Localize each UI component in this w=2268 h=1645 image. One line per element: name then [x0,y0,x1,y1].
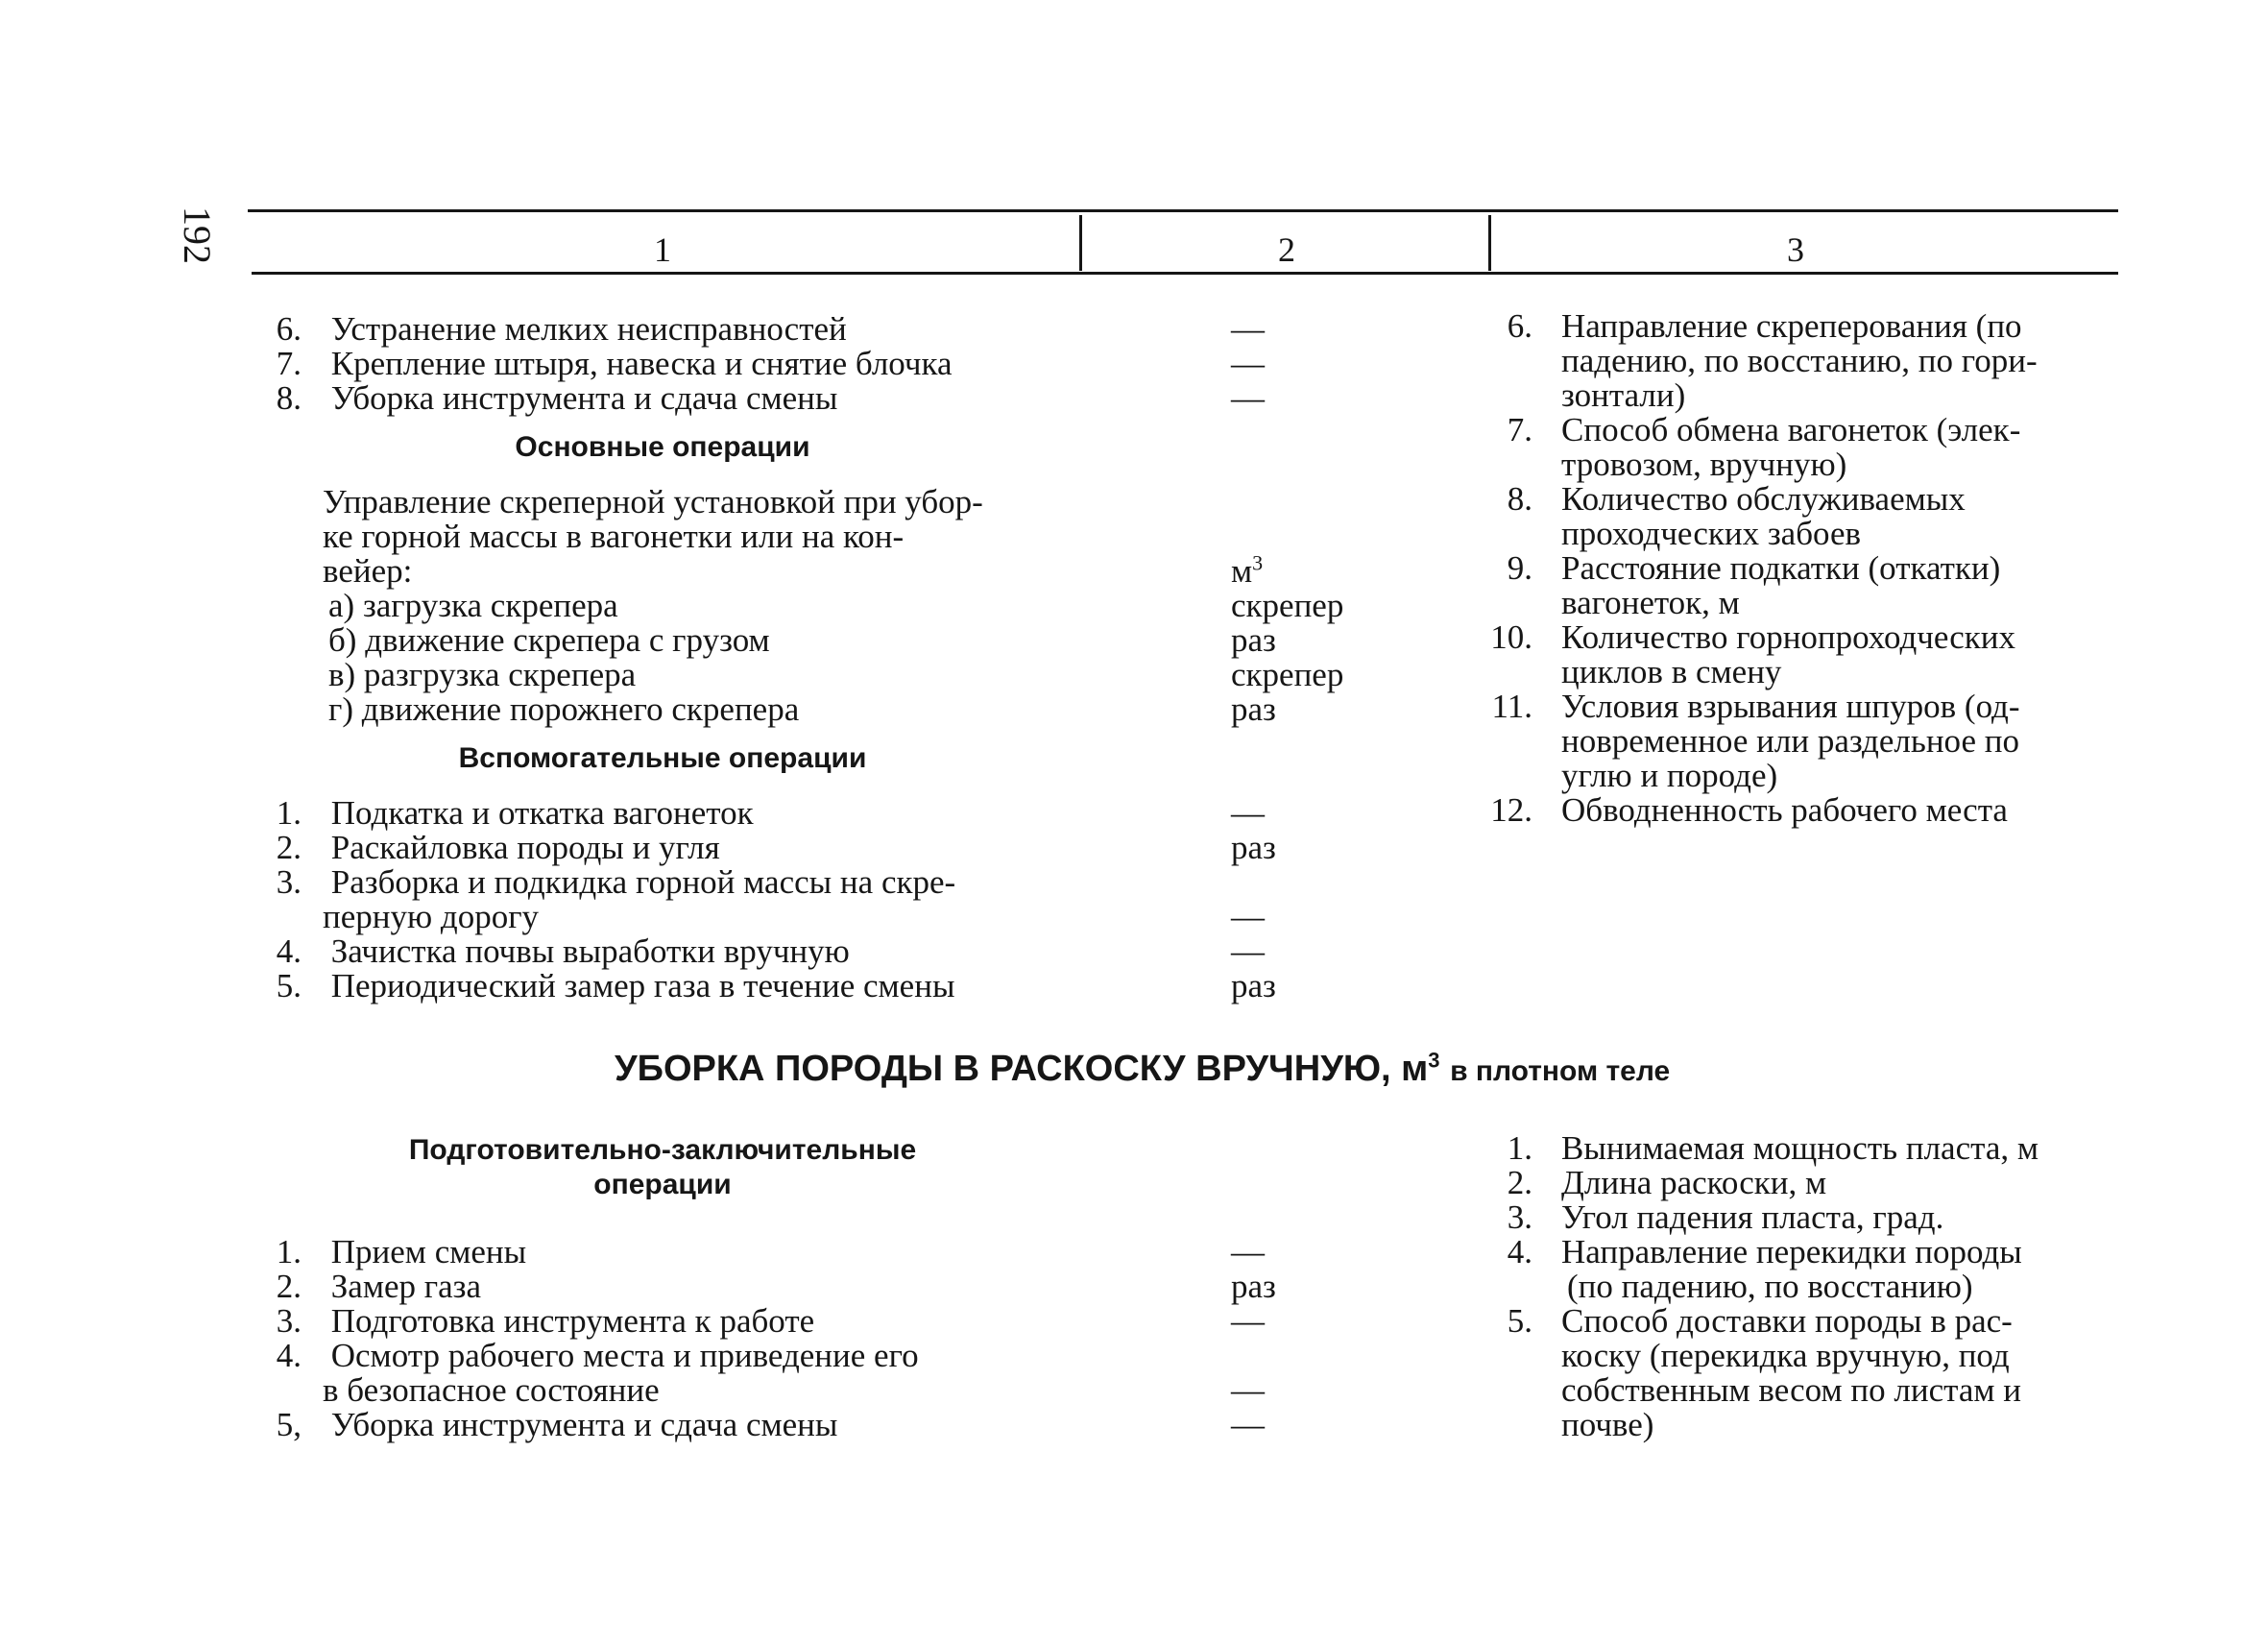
unit-cell: раз [1231,621,1276,659]
factor-number: 5. [1507,1302,1532,1340]
unit-cell: — [1231,310,1265,348]
unit-cell: — [1231,1406,1265,1443]
list-item: 5, Уборка инструмента и сдача смены [276,1406,838,1443]
factor-number: 6. [1507,307,1532,345]
factor-line: Направление скреперования (по [1561,307,2022,345]
main-operations-heading: Основные операции [515,431,810,463]
factor-number: 11. [1491,688,1532,725]
unit-cell: — [1231,898,1265,935]
section2-prep-heading-line1: Подготовительно-заключительные [408,1134,917,1166]
factor-line: Вынимаемая мощность пласта, м [1561,1129,2039,1167]
main-item: б) движение скрепера с грузом [328,621,770,659]
factor-line: Длина раскоски, м [1561,1164,1827,1201]
unit-cell-cubic-meter: $м^3$ [1231,550,1264,590]
factor-number: 12. [1490,791,1532,829]
list-item: 5. Периодический замер газа в течение смены [276,967,955,1004]
list-item: 4. Зачистка почвы выработки вручную [276,932,850,970]
header-divider-2 [1488,215,1491,271]
factor-line: коску (перекидка вручную, под [1561,1337,2010,1374]
factor-line: почве) [1561,1406,1654,1443]
factor-line: Угол падения пласта, град. [1561,1198,1944,1236]
list-item: 6. Устранение мелких неисправностей [276,310,847,348]
unit-cell: — [1231,1233,1265,1270]
factor-number: 7. [1507,411,1532,448]
factor-line: новременное или раздельное по [1561,722,2019,760]
unit-cell: — [1231,379,1265,417]
column-header-3: 3 [1787,230,1804,269]
list-item: 3. Разборка и подкидка горной массы на скре- [276,863,956,901]
factor-line: Способ обмена вагонеток (элек- [1561,411,2021,448]
list-item: 4. Осмотр рабочего места и приведение его [276,1337,919,1374]
factor-number: 10. [1490,618,1532,656]
factor-number: 2. [1507,1164,1532,1201]
section2-title: УБОРКА ПОРОДЫ В РАСКОСКУ ВРУЧНУЮ, $м^3$ в плотном теле [615,1048,1671,1089]
unit-cell: раз [1231,967,1276,1004]
factor-line: вагонеток, м [1561,584,1740,621]
factor-line: Направление перекидки породы [1561,1233,2022,1270]
factor-number: 1. [1507,1129,1532,1167]
factor-line: Обводненность рабочего места [1561,791,2008,829]
unit-cell: раз [1231,829,1276,866]
header-bottom-rule [252,272,2118,275]
main-item: а) загрузка скрепера [328,587,618,624]
factor-line: (по падению, по восстанию) [1567,1268,1973,1305]
header-divider-1 [1079,215,1082,271]
unit-cell: скрепер [1231,656,1344,693]
main-item: г) движение порожнего скрепера [328,690,800,728]
factor-number: 9. [1507,549,1532,587]
factor-line: Условия взрывания шпуров (од- [1561,688,2020,725]
factor-line: падению, по восстанию, по гори- [1561,342,2038,379]
unit-cell: раз [1231,690,1276,728]
list-item-continuation: в безопасное состояние [323,1371,660,1409]
main-intro-line: ке горной массы в вагонетки или на кон- [323,518,905,555]
list-item-continuation: перную дорогу [323,898,540,935]
unit-cell: — [1231,1302,1265,1340]
page-number: 192 [176,206,219,264]
main-intro-line: вейер: [323,552,413,590]
factor-line: зонтали) [1561,376,1686,414]
factor-line: собственным весом по листам и [1561,1371,2021,1409]
factor-number: 3. [1507,1198,1532,1236]
auxiliary-operations-heading: Вспомогательные операции [458,742,867,774]
factor-line: Количество горнопроходческих [1561,618,2016,656]
factor-line: углю и породе) [1561,757,1778,794]
list-item: 3. Подготовка инструмента к работе [276,1302,815,1340]
factor-number: 4. [1507,1233,1532,1270]
unit-cell: — [1231,794,1265,832]
header-top-rule [248,209,2118,212]
main-intro-line: Управление скреперной установкой при убор- [323,483,983,520]
unit-cell: — [1231,345,1265,382]
list-item: 8. Уборка инструмента и сдача смены [276,379,838,417]
factor-line: Способ доставки породы в рас- [1561,1302,2013,1340]
list-item: 1. Подкатка и откатка вагонеток [276,794,754,832]
list-item: 2. Замер газа [276,1268,482,1305]
unit-cell: — [1231,932,1265,970]
section2-prep-heading-line2: операции [593,1169,732,1200]
column-header-1: 1 [654,230,671,269]
list-item: 2. Раскайловка породы и угля [276,829,720,866]
unit-cell: раз [1231,1268,1276,1305]
main-item: в) разгрузка скрепера [328,656,637,693]
column-header-2: 2 [1278,230,1295,269]
unit-cell: — [1231,1371,1265,1409]
list-item: 1. Прием смены [276,1233,527,1270]
factor-line: циклов в смену [1561,653,1782,690]
factor-number: 8. [1507,480,1532,518]
list-item: 7. Крепление штыря, навеска и снятие блочка [276,345,953,382]
factor-line: тровозом, вручную) [1561,446,1847,483]
unit-cell: скрепер [1231,587,1344,624]
factor-line: Расстояние подкатки (откатки) [1561,549,2001,587]
factor-line: проходческих забоев [1561,515,1862,552]
factor-line: Количество обслуживаемых [1561,480,1966,518]
